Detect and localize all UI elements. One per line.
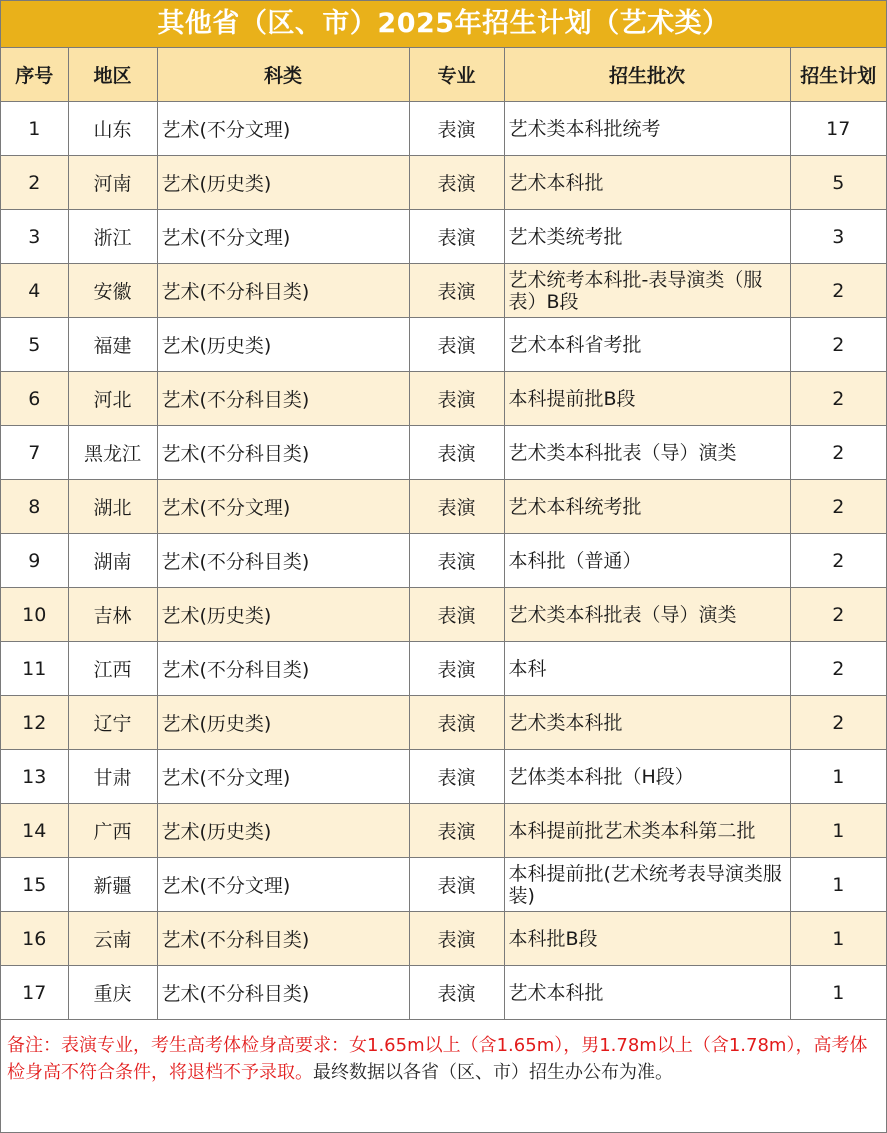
cell-index: 5 [1,318,68,372]
cell-batch: 艺体类本科批（H段） [504,750,790,804]
cell-plan: 2 [790,426,886,480]
cell-category: 艺术(不分科目类) [157,966,409,1020]
cell-region: 福建 [68,318,157,372]
admission-table [1,48,886,1020]
cell-major: 表演 [409,750,504,804]
cell-index: 8 [1,480,68,534]
footnote [1,1020,886,1086]
cell-plan: 5 [790,156,886,210]
cell-index: 15 [1,858,68,912]
footnote-height-requirement: 备注：表演专业，考生高考体检身高要求：女1.65m以上（含1.65m），男1.78m以上（含1.78m），高考体检身高不符合条件，将退档不予录取。 [7,1035,868,1083]
cell-batch: 本科提前批B段 [504,372,790,426]
cell-region: 新疆 [68,858,157,912]
cell-plan: 2 [790,264,886,318]
cell-index: 13 [1,750,68,804]
cell-batch: 艺术本科统考批 [504,480,790,534]
cell-region: 广西 [68,804,157,858]
cell-major: 表演 [409,210,504,264]
cell-batch: 本科批（普通） [504,534,790,588]
cell-major: 表演 [409,858,504,912]
cell-plan: 2 [790,696,886,750]
cell-index: 4 [1,264,68,318]
cell-plan: 2 [790,534,886,588]
cell-plan: 1 [790,912,886,966]
table-header-row [1,48,886,102]
cell-batch: 艺术类本科批表（导）演类 [504,426,790,480]
cell-major: 表演 [409,642,504,696]
cell-category: 艺术(不分科目类) [157,642,409,696]
page-title: 其他省（区、市）2025年招生计划（艺术类） [1,1,886,48]
cell-category: 艺术(不分文理) [157,210,409,264]
cell-index: 3 [1,210,68,264]
cell-category: 艺术(不分文理) [157,750,409,804]
cell-batch: 艺术本科批 [504,966,790,1020]
cell-category: 艺术(不分文理) [157,480,409,534]
cell-batch: 本科批B段 [504,912,790,966]
cell-major: 表演 [409,102,504,156]
cell-region: 安徽 [68,264,157,318]
cell-major: 表演 [409,534,504,588]
table-row [1,912,886,966]
cell-category: 艺术(不分文理) [157,858,409,912]
cell-region: 湖北 [68,480,157,534]
cell-plan: 1 [790,750,886,804]
cell-plan: 2 [790,642,886,696]
cell-region: 黑龙江 [68,426,157,480]
cell-region: 吉林 [68,588,157,642]
cell-major: 表演 [409,804,504,858]
cell-category: 艺术(不分文理) [157,102,409,156]
cell-major: 表演 [409,318,504,372]
cell-index: 14 [1,804,68,858]
cell-region: 浙江 [68,210,157,264]
cell-index: 9 [1,534,68,588]
table-row [1,318,886,372]
table-row [1,642,886,696]
table-row [1,750,886,804]
table-row [1,804,886,858]
cell-region: 云南 [68,912,157,966]
cell-index: 16 [1,912,68,966]
cell-category: 艺术(历史类) [157,156,409,210]
table-row [1,534,886,588]
cell-region: 山东 [68,102,157,156]
cell-major: 表演 [409,372,504,426]
cell-index: 12 [1,696,68,750]
cell-major: 表演 [409,696,504,750]
header-batch: 招生批次 [504,48,790,102]
cell-category: 艺术(不分科目类) [157,534,409,588]
cell-batch: 艺术类本科批 [504,696,790,750]
cell-category: 艺术(不分科目类) [157,372,409,426]
table-row [1,966,886,1020]
cell-batch: 本科 [504,642,790,696]
cell-major: 表演 [409,264,504,318]
cell-plan: 1 [790,804,886,858]
cell-batch: 艺术本科批 [504,156,790,210]
footnote-final-data: 最终数据以各省（区、市）招生办公布为准。 [313,1062,673,1083]
cell-region: 重庆 [68,966,157,1020]
cell-region: 甘肃 [68,750,157,804]
cell-major: 表演 [409,588,504,642]
cell-index: 2 [1,156,68,210]
cell-plan: 2 [790,372,886,426]
cell-major: 表演 [409,480,504,534]
table-row [1,588,886,642]
table-row [1,480,886,534]
cell-batch: 本科提前批(艺术统考表导演类服装) [504,858,790,912]
cell-index: 1 [1,102,68,156]
cell-index: 11 [1,642,68,696]
cell-index: 6 [1,372,68,426]
cell-region: 湖南 [68,534,157,588]
cell-major: 表演 [409,156,504,210]
cell-batch: 本科提前批艺术类本科第二批 [504,804,790,858]
cell-region: 河北 [68,372,157,426]
header-major: 专业 [409,48,504,102]
table-row [1,858,886,912]
cell-category: 艺术(不分科目类) [157,264,409,318]
cell-major: 表演 [409,966,504,1020]
cell-category: 艺术(不分科目类) [157,912,409,966]
cell-category: 艺术(不分科目类) [157,426,409,480]
cell-category: 艺术(历史类) [157,318,409,372]
header-index: 序号 [1,48,68,102]
table-body [1,102,886,1020]
cell-batch: 艺术类本科批表（导）演类 [504,588,790,642]
table-row [1,102,886,156]
cell-plan: 1 [790,858,886,912]
cell-plan: 17 [790,102,886,156]
header-plan: 招生计划 [790,48,886,102]
header-region: 地区 [68,48,157,102]
cell-region: 河南 [68,156,157,210]
table-row [1,264,886,318]
cell-category: 艺术(历史类) [157,696,409,750]
table-row [1,696,886,750]
cell-batch: 艺术类统考批 [504,210,790,264]
cell-index: 10 [1,588,68,642]
cell-batch: 艺术本科省考批 [504,318,790,372]
table-row [1,210,886,264]
cell-index: 7 [1,426,68,480]
cell-plan: 2 [790,588,886,642]
cell-category: 艺术(历史类) [157,804,409,858]
cell-plan: 2 [790,480,886,534]
cell-batch: 艺术类本科批统考 [504,102,790,156]
table-row [1,156,886,210]
cell-index: 17 [1,966,68,1020]
table-row [1,372,886,426]
header-category: 科类 [157,48,409,102]
cell-batch: 艺术统考本科批-表导演类（服表）B段 [504,264,790,318]
cell-region: 江西 [68,642,157,696]
cell-plan: 2 [790,318,886,372]
cell-major: 表演 [409,912,504,966]
cell-category: 艺术(历史类) [157,588,409,642]
cell-plan: 1 [790,966,886,1020]
cell-plan: 3 [790,210,886,264]
cell-major: 表演 [409,426,504,480]
cell-region: 辽宁 [68,696,157,750]
table-row [1,426,886,480]
